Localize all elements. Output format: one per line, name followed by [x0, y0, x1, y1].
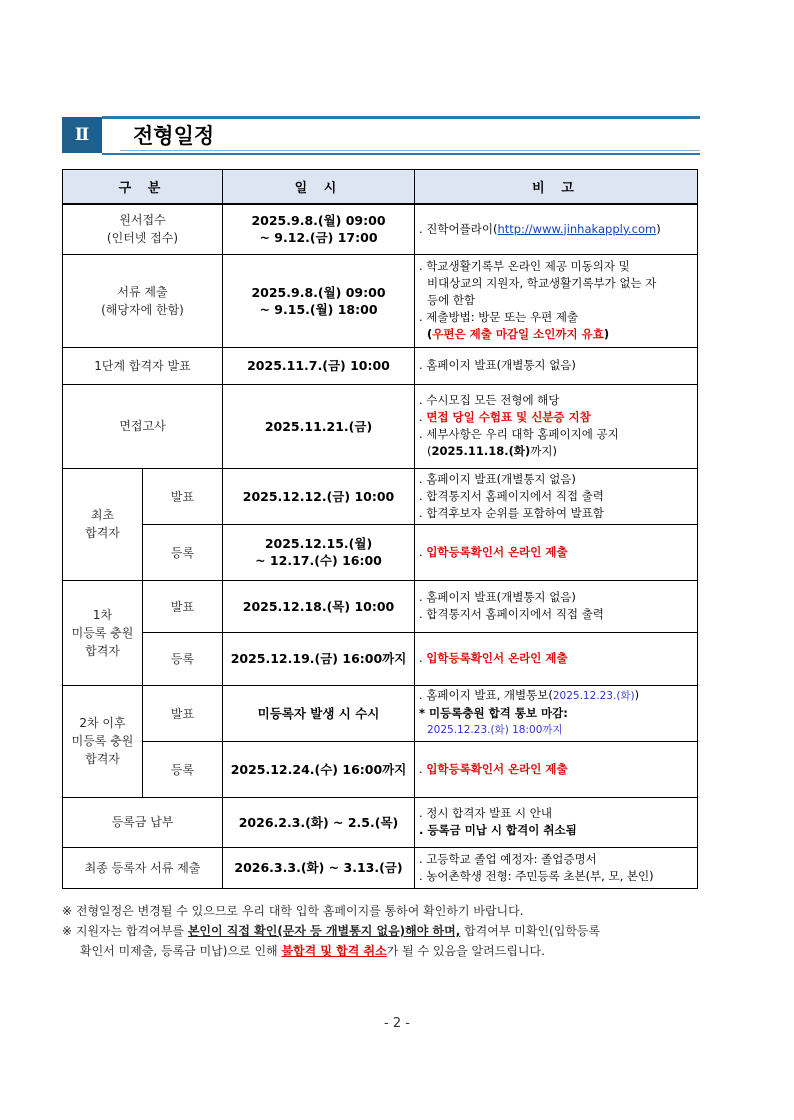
remark-text: . 홈페이지 발표, 개별통보(: [419, 688, 553, 702]
remark-line: . 학교생활기록부 온라인 제공 미동의자 및: [419, 259, 630, 273]
category-label: 최초: [90, 508, 115, 522]
section-rule-top: [102, 116, 700, 119]
remark-text: .: [419, 410, 427, 424]
remark-text: .: [419, 651, 427, 665]
table-row: [63, 204, 698, 254]
page-number: - 2 -: [384, 1016, 410, 1031]
remark-cell: [415, 468, 698, 524]
remark-highlight: 우편은 제출 마감일 소인까지 유효: [432, 327, 604, 341]
remark-line: 등에 한함: [427, 293, 476, 307]
footnote-result-check: [62, 921, 702, 961]
date-cell: 2025.12.18.(목) 10:00: [223, 580, 415, 632]
subcategory-cell: 등록: [143, 741, 223, 797]
remark-cell: [415, 254, 698, 347]
remark-line: . 수시모집 모든 전형에 해당: [419, 393, 560, 407]
category-cell: [63, 204, 223, 254]
table-row: [63, 580, 698, 632]
date-cell: 2026.2.3.(화) ~ 2.5.(목): [223, 797, 415, 847]
category-label: 원서접수: [119, 213, 166, 228]
date-cell: 2025.11.7.(금) 10:00: [223, 347, 415, 384]
header-category: 구 분: [63, 170, 223, 205]
remark-line: . 등록금 미납 시 합격이 취소됨: [419, 823, 577, 837]
table-row: [63, 797, 698, 847]
remark-line: 비대상교의 지원자, 학교생활기록부가 없는 자: [427, 276, 657, 290]
remark-line: . 홈페이지 발표(개별통지 없음): [419, 471, 576, 486]
remark-line: . 세부사항은 우리 대학 홈페이지에 공지: [419, 427, 619, 441]
remark-cell: [415, 384, 698, 468]
remark-cell: [415, 741, 698, 797]
footnote-schedule-change: ※ 전형일정은 변경될 수 있으므로 우리 대학 입학 홈페이지를 통하여 확인하기 바랍니다.: [62, 904, 524, 918]
remark-text: .: [419, 544, 427, 559]
category-label: 서류 제출: [117, 284, 168, 299]
date-end: ~ 12.17.(수) 16:00: [255, 553, 382, 568]
category-label: 1차: [92, 607, 113, 622]
date-start: 2025.9.8.(월) 09:00: [251, 284, 386, 300]
remark-date: 2025.12.23.(화): [552, 690, 635, 702]
table-row: [63, 347, 698, 384]
date-cell: 미등록자 발생 시 수시: [223, 685, 415, 741]
table-row: [63, 741, 698, 797]
table-row: [63, 524, 698, 580]
table-row: [63, 685, 698, 741]
remark-text: ): [634, 688, 640, 702]
remark-text: ): [656, 221, 661, 236]
date-cell: 2025.12.19.(금) 16:00까지: [223, 632, 415, 685]
remark-text: 까지): [530, 444, 557, 458]
schedule-table: [62, 169, 698, 889]
footnote-warning: 불합격 및 합격 취소: [281, 944, 387, 958]
footnote-emphasis: 본인이 직접 확인(문자 등 개별통지 없음)해야 하며,: [187, 924, 461, 938]
remark-text: .: [419, 761, 427, 776]
section-title: 전형일정: [133, 124, 215, 148]
remark-text: . 진학어플라이(: [419, 221, 498, 236]
header-remarks: 비 고: [415, 170, 698, 205]
date-start: 2025.12.15.(월): [264, 536, 373, 551]
remark-line: . 제출방법: 방문 또는 우편 제출: [419, 310, 579, 324]
remark-cell: [415, 685, 698, 741]
section-number-badge: [62, 117, 102, 153]
remark-cell: [415, 580, 698, 632]
header-datetime: 일 시: [223, 170, 415, 205]
date-end: ~ 9.15.(월) 18:00: [259, 301, 378, 317]
remark-line: . 농어촌학생 전형: 주민등록 초본(부, 모, 본인): [419, 868, 654, 883]
remark-line: . 고등학교 졸업 예정자: 졸업증명서: [419, 851, 597, 866]
remark-line: . 합격통지서 홈페이지에서 직접 출력: [419, 607, 604, 621]
date-cell: 2026.3.3.(화) ~ 3.13.(금): [223, 847, 415, 888]
category-cell: 1단계 합격자 발표: [63, 347, 223, 384]
remark-line: . 홈페이지 발표(개별통지 없음): [419, 590, 576, 604]
category-cell: [63, 685, 143, 797]
remark-cell: [415, 524, 698, 580]
category-sublabel: 합격자: [85, 526, 120, 540]
remark-cell: [415, 632, 698, 685]
category-cell: [63, 468, 143, 580]
remark-line: . 정시 합격자 발표 시 안내: [419, 806, 553, 820]
section-rule-bottom: [102, 153, 700, 155]
table-row: [63, 632, 698, 685]
remark-line: 2025.12.23.(화) 18:00까지: [427, 724, 563, 736]
remark-line: . 합격통지서 홈페이지에서 직접 출력: [419, 488, 604, 503]
category-cell: [63, 254, 223, 347]
remark-highlight: 면접 당일 수험표 및 신분증 지참: [426, 410, 591, 424]
table-row: [63, 468, 698, 524]
jinhakapply-link[interactable]: http://www.jinhakapply.com: [497, 221, 657, 236]
remark-cell: . 홈페이지 발표(개별통지 없음): [415, 347, 698, 384]
remark-date: 2025.11.18.(화): [431, 444, 531, 458]
remark-text: (: [427, 444, 432, 458]
category-sublabel: (인터넷 접수): [106, 231, 179, 246]
category-sublabel: 미등록 충원: [71, 625, 134, 640]
date-cell: 2025.12.24.(수) 16:00까지: [223, 741, 415, 797]
category-sublabel: 미등록 충원: [71, 734, 134, 748]
footnote-text: 합격여부 미확인(입학등록: [460, 924, 601, 938]
remark-line: . 합격후보자 순위를 포함하여 발표함: [419, 505, 604, 520]
date-start: 2025.9.8.(월) 09:00: [251, 213, 386, 229]
subcategory-cell: 발표: [143, 685, 223, 741]
category-sublabel: (해당자에 한함): [101, 302, 184, 317]
category-cell: 등록금 납부: [63, 797, 223, 847]
section-number: Ⅱ: [74, 125, 90, 145]
remark-highlight: 입학등록확인서 온라인 제출: [426, 761, 568, 776]
date-cell: [223, 524, 415, 580]
date-cell: [223, 254, 415, 347]
remark-text: (: [427, 327, 433, 341]
subcategory-cell: 등록: [143, 632, 223, 685]
category-label: 2차 이후: [79, 716, 126, 730]
remark-line: * 미등록충원 합격 통보 마감:: [419, 706, 568, 720]
remark-highlight: 입학등록확인서 온라인 제출: [426, 544, 568, 559]
subcategory-cell: 발표: [143, 468, 223, 524]
section-rule-inner: [120, 150, 700, 151]
remark-highlight: 입학등록확인서 온라인 제출: [426, 651, 568, 665]
category-cell: [63, 580, 143, 685]
table-row: [63, 384, 698, 468]
remark-cell: [415, 797, 698, 847]
date-cell: [223, 204, 415, 254]
remark-text: ): [603, 327, 610, 341]
date-cell: 2025.12.12.(금) 10:00: [223, 468, 415, 524]
subcategory-cell: 등록: [143, 524, 223, 580]
date-cell: 2025.11.21.(금): [223, 384, 415, 468]
footnote-text: 확인서 미제출, 등록금 미납)으로 인해: [80, 944, 282, 958]
date-end: ~ 9.12.(금) 17:00: [259, 230, 378, 246]
category-sublabel: 합격자: [85, 643, 120, 658]
category-cell: 최종 등록자 서류 제출: [63, 847, 223, 888]
footnote-text: 가 될 수 있음을 알려드립니다.: [386, 944, 545, 958]
table-row: [63, 254, 698, 347]
table-row: [63, 847, 698, 888]
remark-cell: [415, 204, 698, 254]
table-header-row: [63, 170, 698, 205]
footnote-text: ※ 지원자는 합격여부를: [62, 924, 188, 938]
remark-cell: [415, 847, 698, 888]
subcategory-cell: 발표: [143, 580, 223, 632]
category-sublabel: 합격자: [85, 752, 120, 766]
category-cell: 면접고사: [63, 384, 223, 468]
